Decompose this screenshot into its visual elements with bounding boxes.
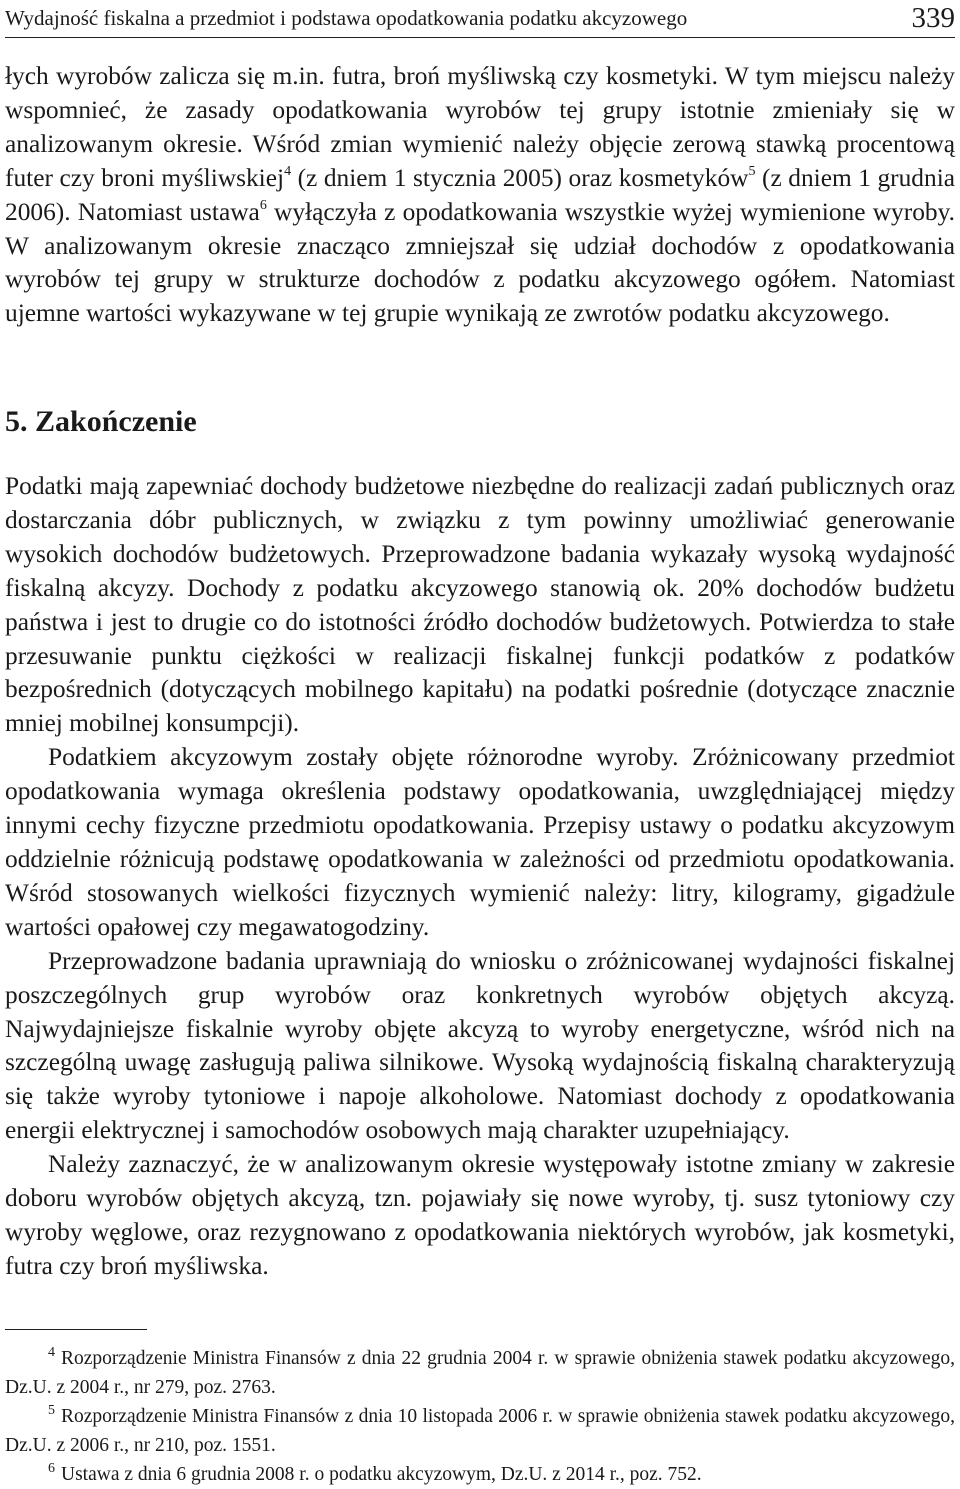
page-number: 339	[911, 2, 955, 34]
paragraph-text: wyłączyła z opodatkowania wszystkie wyżej wymienione wyroby. W analizowanym okresie znacząco zmniejszał się udział dochodów z opodatkowania wyrobów tej grupy w strukturze dochodów z podatku akcyzowego ogółem. Natomiast ujemne wartości wykazywane w tej grupie wynikają ze zwrotów podatku akcyzowego.	[5, 197, 955, 328]
footnote-text: Rozporządzenie Ministra Finansów z dnia 22 grudnia 2004 r. w sprawie obniżenia stawek podatku akcyzowego, Dz.U. z 2004 r., nr 279, poz. 2763.	[5, 1348, 955, 1398]
paragraph-text: łych wyrobów zalicza się m.in. futra, broń myśliwską czy kosmetyki. W tym miejscu należy wspomnieć, że zasady opodatkowania wyrobów tej grupy istotnie zmieniały się w analizowanym okresie. Wśród zmian wymienić należy objęcie zerową stawką procentową futer czy broni myśliwskiej	[5, 62, 955, 192]
paragraph: Podatkiem akcyzowym zostały objęte różnorodne wyroby. Zróżnicowany przedmiot opodatkowania wymaga określenia podstawy opodatkowania, uwzględniającej między innymi cechy fizyczne przedmiotu opodatkowania. Przepisy ustawy o podatku akcyzowym oddzielnie różnicują podstawę opodatkowania w zależności od przedmiotu opodatkowania. Wśród stosowanych wielkości fizycznych wymienić należy: litry, kilogramy, gigadżule wartości opałowej czy megawatogodziny.	[5, 743, 955, 941]
running-header	[5, 0, 955, 38]
footnote-ref-5[interactable]: 5	[748, 163, 756, 179]
paragraph-text: (z dniem 1 grudnia 2006). Natomiast ustawa	[5, 163, 956, 226]
paragraph: Podatki mają zapewniać dochody budżetowe niezbędne do realizacji zadań publicznych oraz dostarczania dóbr publicznych, w związku z tym powinny umożliwiać generowanie wysokich dochodów budżetowych. Przeprowadzone badania wykazały wysoką wydajność fiskalną akcyzy. Dochody z podatku akcyzowego stanowią ok. 20% dochodów budżetu państwa i jest to drugie co do istotności źródło dochodów budżetowych. Potwierdza to stałe przesuwanie punktu ciężkości w realizacji fiskalnej funkcji podatków z podatków bezpośrednich (dotyczących mobilnego kapitału) na podatki pośrednie (dotyczące znacznie mniej mobilnej konsumpcji).	[5, 472, 955, 738]
footnote-5	[5, 1402, 955, 1460]
continuation-paragraph	[5, 60, 955, 331]
section-body	[5, 470, 955, 1284]
footnote-text: Rozporządzenie Ministra Finansów z dnia 10 listopada 2006 r. w sprawie obniżenia stawek podatku akcyzowego, Dz.U. z 2006 r., nr 210, poz. 1551.	[5, 1406, 955, 1456]
section-heading: 5. Zakończenie	[5, 405, 197, 438]
running-title: Wydajność fiskalna a przedmiot i podstawa opodatkowania podatku akcyzowego	[5, 6, 688, 30]
footnote-text: Ustawa z dnia 6 grudnia 2008 r. o podatku akcyzowym, Dz.U. z 2014 r., poz. 752.	[61, 1464, 702, 1485]
footnote-divider	[5, 1329, 147, 1330]
paragraph-text: (z dniem 1 stycznia 2005) oraz kosmetyków	[291, 163, 749, 192]
footnote-number: 5	[48, 1403, 55, 1418]
footnote-4	[5, 1344, 955, 1402]
footnote-ref-6[interactable]: 6	[259, 197, 267, 213]
footnotes	[5, 1344, 955, 1489]
paragraph: Przeprowadzone badania uprawniają do wniosku o zróżnicowanej wydajności fiskalnej poszczególnych grup wyrobów oraz konkretnych wyrobów objętych akcyzą. Najwydajniejsze fiskalnie wyroby objęte akcyzą to wyroby energetyczne, wśród nich na szczególną uwagę zasługują paliwa silnikowe. Wysoką wydajnością fiskalną charakteryzują się także wyroby tytoniowe i napoje alkoholowe. Natomiast dochody z opodatkowania energii elektrycznej i samochodów osobowych mają charakter uzupełniający.	[5, 946, 955, 1145]
footnote-ref-4[interactable]: 4	[284, 163, 292, 179]
footnote-number: 4	[48, 1345, 55, 1360]
paragraph: Należy zaznaczyć, że w analizowanym okresie występowały istotne zmiany w zakresie doboru wyrobów objętych akcyzą, tzn. pojawiały się nowe wyroby, tj. susz tytoniowy czy wyroby węglowe, oraz rezygnowano z opodatkowania niektórych wyrobów, jak kosmetyki, futra czy broń myśliwska.	[5, 1150, 955, 1280]
footnote-number: 6	[48, 1461, 55, 1476]
footnote-6	[5, 1460, 955, 1489]
